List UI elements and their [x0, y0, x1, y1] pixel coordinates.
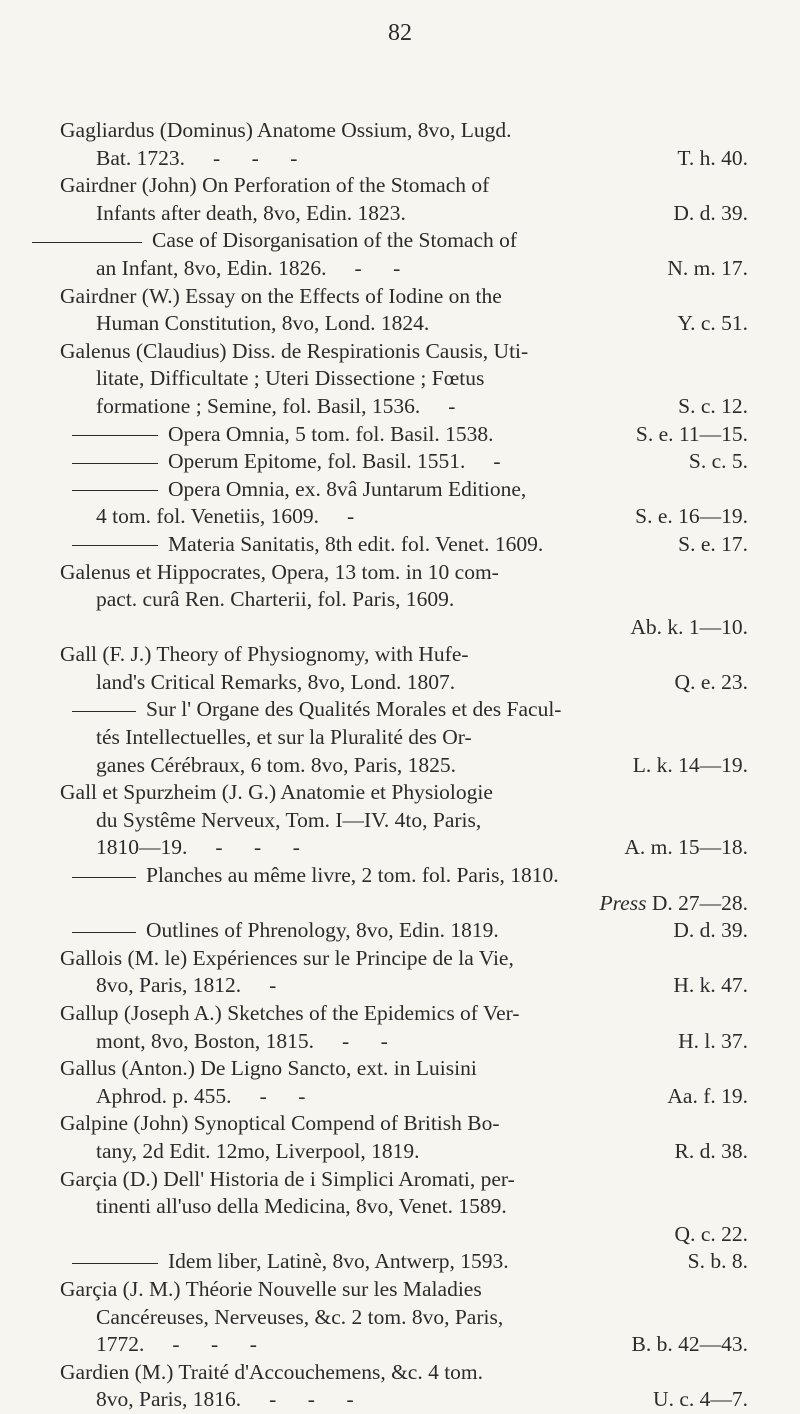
entry-text: Gallois (M. le) Expériences sur le Principe de la Vie, — [60, 945, 514, 970]
entry-text: Galenus et Hippocrates, Opera, 13 tom. in 10 com- — [60, 559, 499, 584]
shelf-mark: Q. e. 23. — [674, 669, 748, 694]
leader-dashes: - - — [259, 1083, 308, 1108]
entry-text: Gagliardus (Dominus) Anatome Ossium, 8vo, Lugd. — [60, 118, 512, 142]
entry-line — [60, 338, 748, 366]
entry-text: 4 tom. fol. Venetiis, 1609. — [96, 504, 319, 529]
entry-line — [60, 1276, 748, 1304]
entry-text: Q. c. 22. — [674, 1221, 748, 1246]
entry-text: 1810—19. — [96, 835, 188, 860]
shelf-mark: A. m. 15—18. — [624, 835, 748, 860]
ditto-dash — [32, 242, 142, 243]
entry-line — [60, 393, 748, 421]
ditto-dash — [72, 877, 136, 878]
leader-dashes: - — [346, 504, 357, 529]
entry-text: Gairdner (W.) Essay on the Effects of Iodine on the — [60, 283, 502, 308]
entry-text: Operum Epitome, fol. Basil. 1551. — [168, 449, 466, 474]
entry-text: Sur l' Organe des Qualités Morales et des Facul- — [146, 697, 562, 722]
entry-text: formatione ; Semine, fol. Basil, 1536. — [96, 393, 421, 418]
entry-line — [60, 1000, 748, 1028]
shelf-mark: S. c. 12. — [678, 393, 748, 418]
entry-text: 8vo, Paris, 1812. — [96, 973, 242, 998]
entry-line — [60, 310, 748, 338]
entry-text: Galpine (John) Synoptical Compend of British Bo- — [60, 1111, 500, 1136]
entry-line — [60, 862, 748, 890]
entry-line — [60, 255, 748, 283]
shelf-mark: T. h. 40. — [677, 145, 748, 170]
shelf-mark: Y. c. 51. — [677, 311, 748, 336]
entry-text: Galenus (Claudius) Diss. de Respirationis Causis, Uti- — [60, 338, 529, 363]
entry-text: Outlines of Phrenology, 8vo, Edin. 1819. — [146, 918, 499, 943]
ditto-dash — [72, 711, 136, 712]
entry-line — [60, 365, 748, 393]
entry-text: Aphrod. p. 455. — [96, 1083, 232, 1108]
leader-dashes: - - - — [172, 1332, 259, 1357]
entry-line — [60, 972, 748, 1000]
entry-text: Infants after death, 8vo, Edin. 1823. — [96, 200, 406, 225]
entry-text: tinenti all'uso della Medicina, 8vo, Venet. 1589. — [96, 1194, 507, 1219]
entry-text: Human Constitution, 8vo, Lond. 1824. — [96, 311, 430, 336]
leader-dashes: - — [493, 449, 503, 474]
shelf-mark: B. b. 42—43. — [631, 1332, 748, 1357]
entry-line — [60, 117, 748, 145]
entry-line — [60, 421, 748, 449]
entry-text: an Infant, 8vo, Edin. 1826. — [96, 255, 327, 280]
entry-text: pact. curâ Ren. Charterii, fol. Paris, 1609. — [96, 587, 455, 612]
entry-line — [60, 586, 748, 614]
entry-line — [60, 614, 748, 642]
entry-text: Gall (F. J.) Theory of Physiognomy, with Hufe- — [60, 642, 469, 667]
entry-text: 8vo, Paris, 1816. — [96, 1387, 242, 1412]
ditto-dash — [72, 435, 158, 436]
entry-line — [60, 1248, 748, 1276]
leader-dashes: - - - — [215, 835, 302, 860]
entry-line — [60, 1221, 748, 1249]
entry-line — [60, 1331, 748, 1359]
ditto-dash — [72, 545, 158, 546]
entry-text: Idem liber, Latinè, 8vo, Antwerp, 1593. — [168, 1249, 509, 1274]
entry-line — [60, 448, 748, 476]
entry-text: litate, Difficultate ; Uteri Dissectione ; Fœtus — [96, 366, 485, 391]
entry-line — [60, 834, 748, 862]
catalogue-entries — [60, 117, 748, 1414]
shelf-mark: U. c. 4—7. — [653, 1387, 748, 1412]
entry-text: land's Critical Remarks, 8vo, Lond. 1807. — [96, 669, 456, 694]
leader-dashes: - - - — [212, 145, 300, 170]
entry-text: mont, 8vo, Boston, 1815. — [96, 1028, 315, 1053]
entry-line — [60, 945, 748, 973]
entry-line — [60, 476, 748, 504]
shelf-mark: Aa. f. 19. — [667, 1083, 748, 1108]
entry-line — [60, 1193, 748, 1221]
entry-text: Gallup (Joseph A.) Sketches of the Epidemics of Ver- — [60, 1001, 520, 1025]
leader-dashes: - - — [342, 1028, 390, 1053]
entry-text: tés Intellectuelles, et sur la Pluralité des Or- — [96, 725, 472, 750]
entry-line — [60, 917, 748, 945]
shelf-mark: D. d. 39. — [673, 200, 748, 225]
shelf-mark: S. c. 5. — [688, 449, 748, 474]
ditto-dash — [72, 1263, 158, 1264]
shelf-mark: L. k. 14—19. — [632, 752, 748, 777]
entry-line — [60, 559, 748, 587]
shelf-mark: N. m. 17. — [667, 255, 748, 280]
entry-line — [60, 1386, 748, 1414]
entry-text: Opera Omnia, 5 tom. fol. Basil. 1538. — [168, 421, 494, 446]
entry-text: Garçia (J. M.) Théorie Nouvelle sur les Maladies — [60, 1276, 482, 1301]
entry-text: D. 27—28. — [651, 890, 748, 915]
entry-text: Gallus (Anton.) De Ligno Sancto, ext. in Luisini — [60, 1056, 477, 1081]
shelf-mark: H. l. 37. — [678, 1028, 748, 1053]
press-label: Press — [599, 890, 647, 915]
entry-text: Planches au même livre, 2 tom. fol. Paris, 1810. — [146, 863, 559, 888]
shelf-mark: S. e. 17. — [678, 531, 748, 556]
entry-line — [60, 1359, 748, 1387]
entry-line — [60, 1138, 748, 1166]
entry-text: Garçia (D.) Dell' Historia de i Simplici Aromati, per- — [60, 1166, 515, 1191]
entry-line — [60, 641, 748, 669]
entry-line — [60, 779, 748, 807]
entry-text: tany, 2d Edit. 12mo, Liverpool, 1819. — [96, 1138, 420, 1163]
entry-line — [60, 531, 748, 559]
entry-line — [60, 283, 748, 311]
entry-line — [60, 1055, 748, 1083]
entry-line — [60, 503, 748, 531]
shelf-mark: D. d. 39. — [673, 918, 748, 943]
entry-line — [60, 172, 748, 200]
entry-line — [60, 890, 748, 918]
entry-text: du Systême Nerveux, Tom. I—IV. 4to, Paris, — [96, 807, 482, 832]
shelf-mark: S. e. 11—15. — [635, 421, 748, 446]
ditto-dash — [72, 932, 136, 933]
page-number: 82 — [388, 20, 412, 46]
entry-line — [60, 145, 748, 173]
leader-dashes: - - — [354, 255, 403, 280]
entry-line — [60, 1110, 748, 1138]
entry-line — [60, 669, 748, 697]
entry-text: Gairdner (John) On Perforation of the Stomach of — [60, 173, 490, 198]
entry-line — [60, 752, 748, 780]
entry-text: Gardien (M.) Traité d'Accouchemens, &c. 4 tom. — [60, 1359, 484, 1384]
shelf-mark: S. e. 16—19. — [635, 504, 748, 529]
entry-line — [60, 724, 748, 752]
ditto-dash — [72, 490, 158, 491]
leader-dashes: - — [269, 973, 279, 998]
entry-text: Bat. 1723. — [96, 145, 185, 170]
entry-line — [60, 696, 748, 724]
entry-text: Ab. k. 1—10. — [630, 614, 748, 639]
entry-line — [60, 807, 748, 835]
leader-dashes: - - - — [269, 1387, 356, 1412]
entry-line — [60, 1028, 748, 1056]
entry-text: Cancéreuses, Nerveuses, &c. 2 tom. 8vo, Paris, — [96, 1304, 504, 1329]
entry-text: Case of Disorganisation of the Stomach of — [152, 228, 518, 253]
ditto-dash — [72, 463, 158, 464]
entry-text: Opera Omnia, ex. 8vâ Juntarum Editione, — [168, 476, 527, 501]
entry-line — [60, 200, 748, 228]
entry-text: Gall et Spurzheim (J. G.) Anatomie et Physiologie — [60, 780, 493, 805]
shelf-mark: H. k. 47. — [673, 973, 748, 998]
entry-text: Materia Sanitatis, 8th edit. fol. Venet. 1609. — [168, 531, 544, 556]
entry-line — [60, 1083, 748, 1111]
shelf-mark: R. d. 38. — [674, 1138, 748, 1163]
leader-dashes: - — [448, 393, 458, 418]
entry-text: 1772. — [96, 1332, 145, 1357]
entry-line — [60, 1166, 748, 1194]
entry-line — [60, 227, 748, 255]
entry-text: ganes Cérébraux, 6 tom. 8vo, Paris, 1825. — [96, 752, 457, 777]
entry-line — [60, 1304, 748, 1332]
shelf-mark: S. b. 8. — [687, 1249, 748, 1274]
